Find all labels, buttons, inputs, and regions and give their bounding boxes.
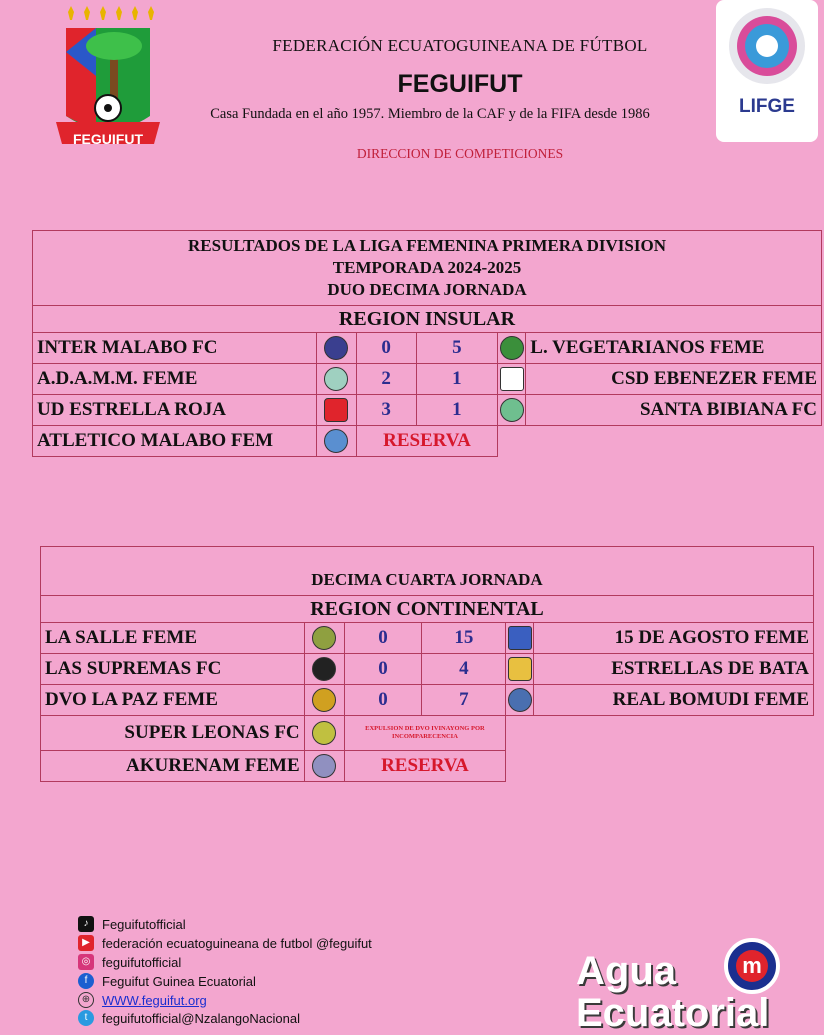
facebook-handle: Feguifut Guinea Ecuatorial [102, 973, 256, 989]
department-label: DIRECCION DE COMPETICIONES [356, 146, 564, 161]
footer-tiktok[interactable] [78, 916, 186, 932]
instagram-handle: feguifutofficial [102, 954, 182, 970]
feguifut-logo-text: FEGUIFUT [73, 131, 143, 147]
home-team: INTER MALABO FC [33, 333, 317, 364]
sponsor-line2: Ecuatorial [576, 991, 770, 1035]
table-row [33, 426, 822, 457]
reserve-team: ATLETICO MALABO FEM [33, 426, 317, 457]
team-crest-icon [304, 685, 344, 716]
reserve-team: AKURENAM FEME [41, 751, 305, 782]
lifge-logo [716, 0, 818, 142]
lifge-logo-text: LIFGE [739, 96, 795, 117]
round-title: DUO DECIMA JORNADA [327, 280, 527, 299]
home-team: A.D.A.M.M. FEME [33, 364, 317, 395]
home-team: UD ESTRELLA ROJA [33, 395, 317, 426]
home-team: LAS SUPREMAS FC [41, 654, 305, 685]
team-crest-icon [316, 333, 356, 364]
table-row [33, 364, 822, 395]
expulsion-note: EXPULSION DE DVO IVINAYONG POR INCOMPARECENCIA [344, 716, 506, 751]
youtube-icon: ▶ [78, 935, 94, 951]
table-row [41, 623, 814, 654]
team-crest-icon [498, 364, 526, 395]
season-title: TEMPORADA 2024-2025 [332, 258, 522, 277]
region-insular: REGION INSULAR [33, 306, 822, 333]
table-row [33, 395, 822, 426]
sponsor-logo [576, 950, 824, 1034]
team-crest-icon [506, 654, 534, 685]
away-goals: 15 [422, 623, 506, 654]
sponsor-badge-icon: m [724, 938, 780, 994]
league-title: RESULTADOS DE LA LIGA FEMENINA PRIMERA DIVISION [188, 236, 666, 255]
instagram-icon: ◎ [78, 954, 94, 970]
founded-line: Casa Fundada en el año 1957. Miembro de la CAF y de la FIFA desde 1986 [210, 106, 650, 122]
sponsor-line1: Agua [576, 949, 676, 993]
team-crest-icon [506, 623, 534, 654]
insular-title [33, 231, 822, 306]
team-crest-icon [316, 395, 356, 426]
website-link[interactable]: WWW.feguifut.org [102, 992, 207, 1008]
home-goals: 0 [344, 654, 422, 685]
team-crest-icon [304, 716, 344, 751]
away-team: SANTA BIBIANA FC [526, 395, 822, 426]
twitter-icon: t [78, 1010, 94, 1026]
table-row [41, 716, 814, 751]
away-goals: 1 [416, 364, 498, 395]
team-crest-icon [506, 685, 534, 716]
team-crest-icon [316, 364, 356, 395]
tiktok-icon: ♪ [78, 916, 94, 932]
away-goals: 5 [416, 333, 498, 364]
away-team: L. VEGETARIANOS FEME [526, 333, 822, 364]
team-crest-icon [304, 623, 344, 654]
home-goals: 0 [344, 623, 422, 654]
reserve-label: RESERVA [356, 426, 498, 457]
home-team: LA SALLE FEME [41, 623, 305, 654]
away-goals: 1 [416, 395, 498, 426]
home-goals: 2 [356, 364, 416, 395]
team-crest-icon [304, 751, 344, 782]
table-row [41, 654, 814, 685]
globe-icon: ⊕ [78, 992, 94, 1008]
table-row [41, 685, 814, 716]
away-team: REAL BOMUDI FEME [534, 685, 814, 716]
reserve-label: RESERVA [344, 751, 506, 782]
expelled-team: SUPER LEONAS FC [41, 716, 305, 751]
facebook-icon: f [78, 973, 94, 989]
home-goals: 0 [344, 685, 422, 716]
team-crest-icon [316, 426, 356, 457]
insular-results-table [32, 230, 822, 457]
home-goals: 3 [356, 395, 416, 426]
continental-results-table [40, 546, 814, 782]
team-crest-icon [304, 654, 344, 685]
home-goals: 0 [356, 333, 416, 364]
region-continental: REGION CONTINENTAL [41, 596, 814, 623]
footer-youtube[interactable] [78, 935, 372, 951]
away-team: CSD EBENEZER FEME [526, 364, 822, 395]
team-crest-icon [498, 333, 526, 364]
team-crest-icon [498, 395, 526, 426]
table-row [33, 333, 822, 364]
federation-name: FEDERACIÓN ECUATOGUINEANA DE FÚTBOL [272, 36, 648, 55]
youtube-handle: federación ecuatoguineana de futbol @feguifut [102, 935, 372, 951]
away-goals: 7 [422, 685, 506, 716]
away-team: ESTRELLAS DE BATA [534, 654, 814, 685]
federation-short-name: FEGUIFUT [397, 70, 523, 98]
twitter-handle: feguifutofficial@NzalangoNacional [102, 1010, 300, 1026]
footer-facebook[interactable] [78, 973, 256, 989]
away-team: 15 DE AGOSTO FEME [534, 623, 814, 654]
footer-website[interactable] [78, 992, 207, 1008]
continental-title: DECIMA CUARTA JORNADA [41, 547, 814, 596]
home-team: DVO LA PAZ FEME [41, 685, 305, 716]
tiktok-handle: Feguifutofficial [102, 916, 186, 932]
footer-instagram[interactable] [78, 954, 181, 970]
away-goals: 4 [422, 654, 506, 685]
table-row [41, 751, 814, 782]
